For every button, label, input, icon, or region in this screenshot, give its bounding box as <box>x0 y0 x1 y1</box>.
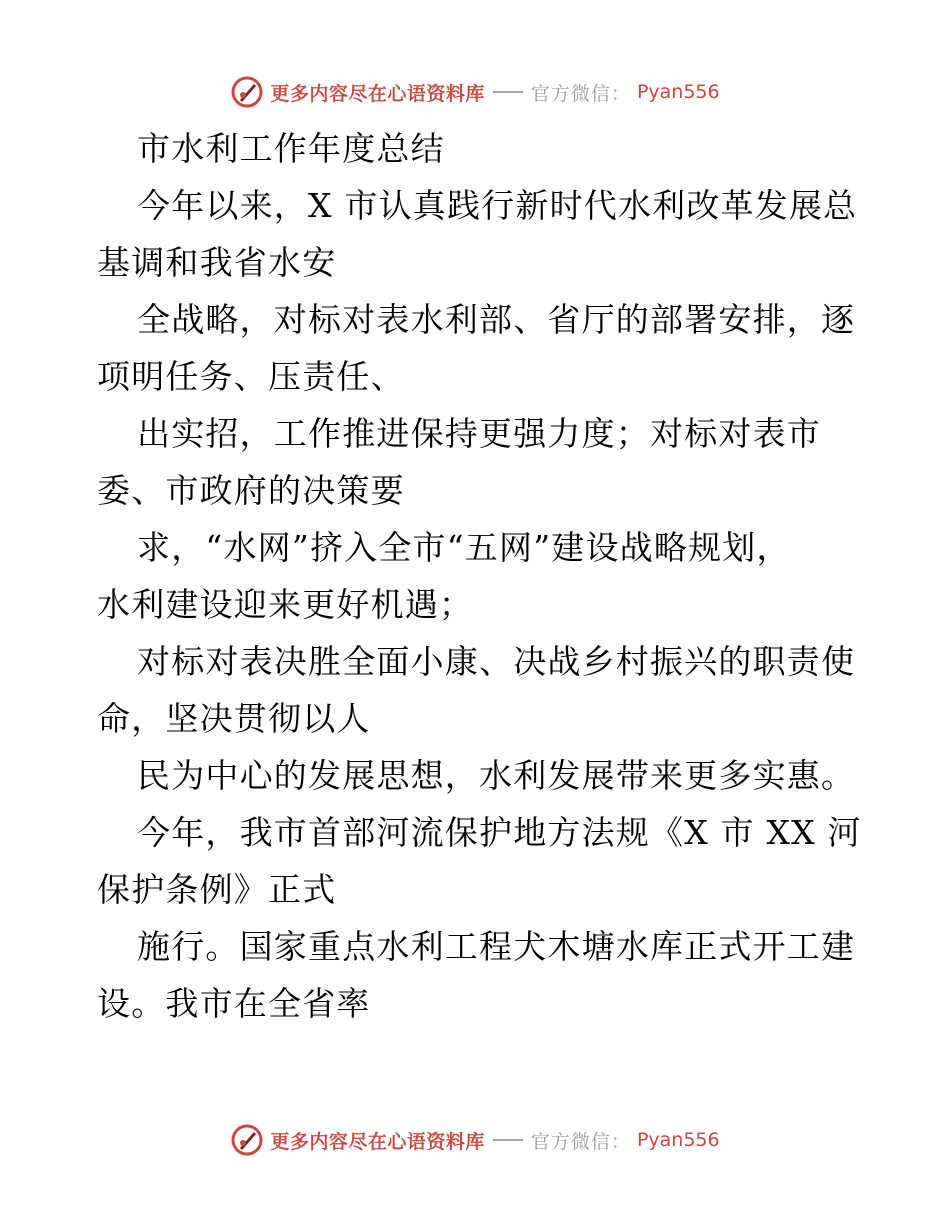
text-line: 今年，我市首部河流保护地方法规《X 市 XX 河 <box>137 813 862 852</box>
text-line: 基调和我省水安 <box>97 243 337 282</box>
document-body <box>97 120 862 1032</box>
text-line: 委、市政府的决策要 <box>97 471 405 510</box>
watermark-contact-label: 官方微信： <box>530 82 631 105</box>
text-line: 水利建设迎来更好机遇； <box>97 585 474 624</box>
quill-logo-icon <box>230 75 264 109</box>
footer-watermark <box>0 1120 950 1160</box>
quill-logo-icon <box>230 1123 264 1157</box>
watermark-brand: 更多内容尽在心语资料库 <box>270 82 485 105</box>
text-line: 全战略，对标对表水利部、省厅的部署安排，逐 <box>137 300 856 339</box>
watermark-brand: 更多内容尽在心语资料库 <box>270 1130 485 1153</box>
text-line: 项明任务、压责任、 <box>97 357 405 396</box>
watermark-contact-id: Pyan556 <box>636 1129 720 1151</box>
watermark-contact-id: Pyan556 <box>636 81 720 103</box>
text-line: 命，坚决贯彻以人 <box>97 699 371 738</box>
watermark-divider <box>493 91 523 93</box>
text-line: 求，“水网”挤入全市“五网”建设战略规划， <box>137 528 791 567</box>
text-line: 民为中心的发展思想，水利发展带来更多实惠。 <box>137 756 856 795</box>
header-watermark <box>0 72 950 112</box>
watermark-divider <box>493 1139 523 1141</box>
watermark-contact-label: 官方微信： <box>530 1130 631 1153</box>
text-line: 今年以来，X 市认真践行新时代水利改革发展总 <box>137 186 858 225</box>
text-line: 市水利工作年度总结 <box>137 129 445 168</box>
text-line: 对标对表决胜全面小康、决战乡村振兴的职责使 <box>137 642 856 681</box>
text-line: 保护条例》正式 <box>97 870 337 909</box>
text-line: 设。我市在全省率 <box>97 984 371 1023</box>
text-line: 施行。国家重点水利工程犬木塘水库正式开工建 <box>137 927 856 966</box>
text-line: 出实招，工作推进保持更强力度；对标对表市 <box>137 414 821 453</box>
